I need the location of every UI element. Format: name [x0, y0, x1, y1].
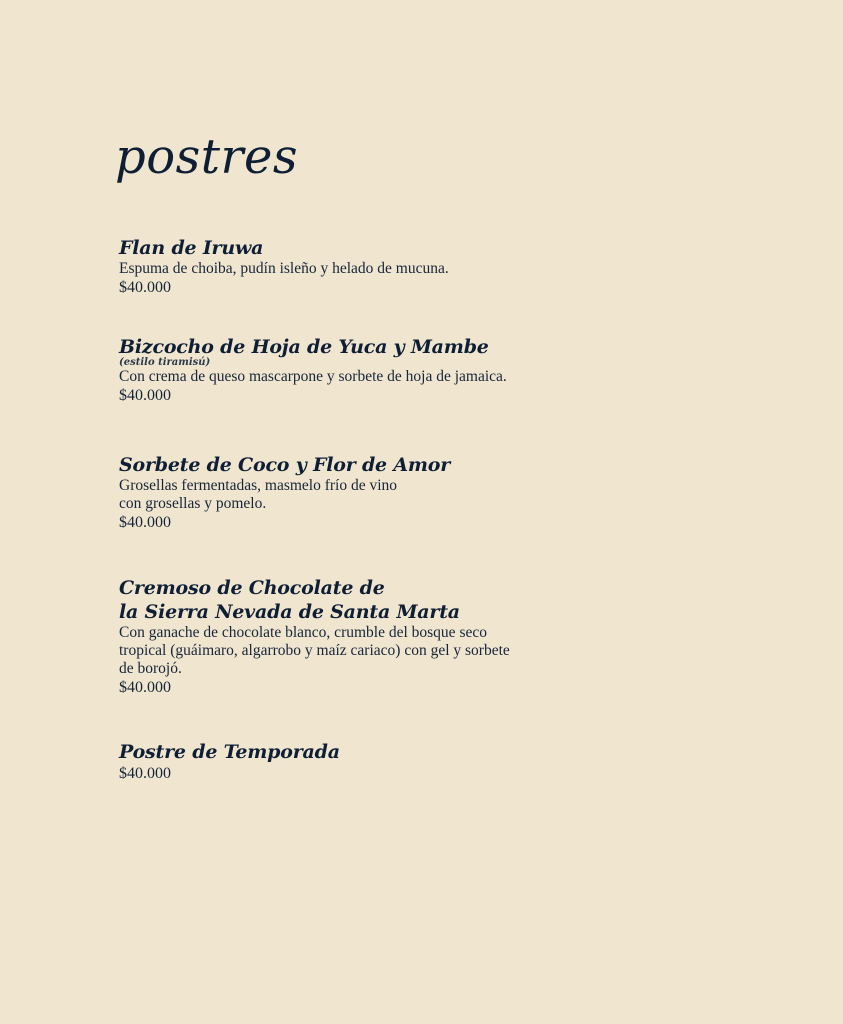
item-name: Flan de Iruwa: [119, 237, 264, 259]
item-name: Postre de Temporada: [119, 741, 340, 763]
item-description-line: de borojó.: [119, 660, 182, 677]
item-name: [119, 576, 559, 624]
item-description: Espuma de choiba, pudín isleño y helado de mucuna.: [119, 260, 449, 277]
item-price: $40.000: [119, 514, 171, 531]
item-price: $40.000: [119, 279, 171, 296]
menu-item-cremoso-chocolate: [119, 576, 559, 698]
item-note: (estilo tiramisú): [119, 357, 211, 368]
item-description-line: con grosellas y pomelo.: [119, 495, 267, 512]
item-price: $40.000: [119, 387, 171, 404]
menu-item-bizcocho: [119, 335, 559, 406]
menu-item-postre-de-temporada: [119, 740, 559, 784]
item-description: Con crema de queso mascarpone y sorbete de hoja de jamaica.: [119, 368, 507, 385]
item-price: $40.000: [119, 679, 171, 696]
item-name-line: Cremoso de Chocolate de: [119, 577, 385, 599]
item-price: $40.000: [119, 765, 171, 782]
item-name: Bizcocho de Hoja de Yuca y Mambe: [119, 336, 489, 358]
menu-item-flan-de-iruwa: [119, 236, 559, 298]
item-name: Sorbete de Coco y Flor de Amor: [119, 454, 451, 476]
item-description-line: Grosellas fermentadas, masmelo frío de vino: [119, 477, 398, 494]
item-description-line: tropical (guáimaro, algarrobo y maíz cariaco) con gel y sorbete: [119, 642, 510, 659]
item-description: [119, 624, 559, 678]
menu-item-sorbete: [119, 453, 559, 533]
item-description-line: Con ganache de chocolate blanco, crumble del bosque seco: [119, 624, 487, 641]
item-name-line: la Sierra Nevada de Santa Marta: [119, 601, 460, 623]
page-title: postres: [115, 129, 299, 185]
item-description: [119, 477, 559, 513]
